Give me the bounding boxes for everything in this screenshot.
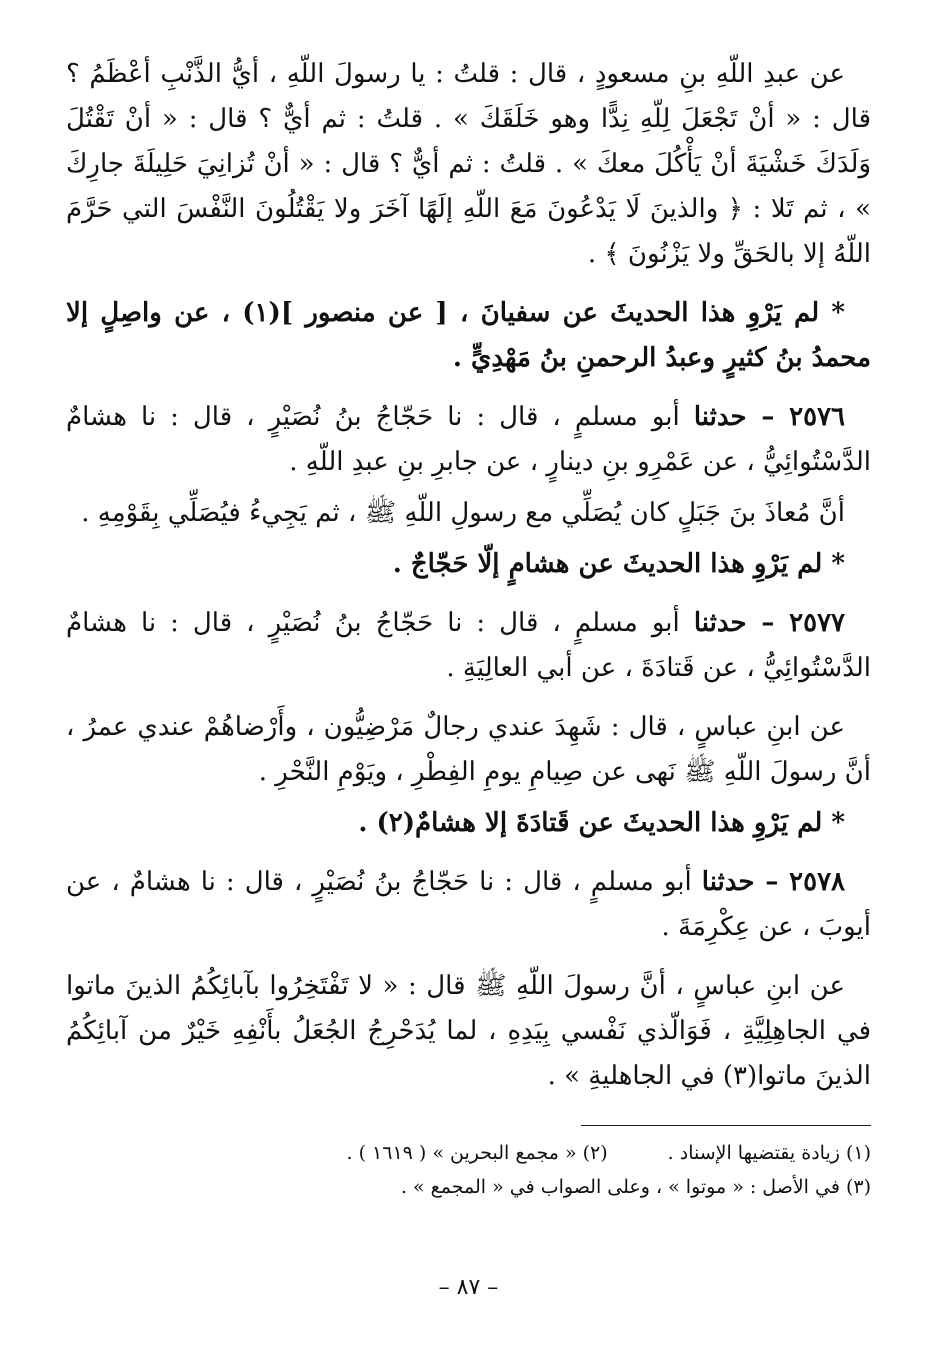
isnad-text: أبو مسلمٍ ، قال : نا حَجّاجُ بنُ نُصَيْرٍ ، قال : نا هشامٌ ، عن أيوبَ ، عن عِكْرِمَةَ .: [66, 867, 871, 942]
hadith-2577-isnad: [66, 601, 871, 691]
footnote-row: [66, 1136, 871, 1170]
comment-2577: * لم يَرْوِ هذا الحديثَ عن قَتادَةَ إلا هشامٌ(٢) .: [358, 808, 845, 838]
comment-2575: * لم يَرْوِ هذا الحديثَ عن سفيانَ ، [ عن منصور ](١) ، عن واصِلٍ إلا محمدُ بنُ كثيرٍ وعبدُ الرحمنِ بنُ مَهْدِيٍّ .: [66, 298, 871, 373]
footnotes: [66, 1125, 871, 1204]
isnad-text: أبو مسلمٍ ، قال : نا حَجّاجُ بنُ نُصَيْرٍ ، قال : نا هشامٌ الدَّسْتُوائِيُّ ، عن قَتادَةَ ، عن أبي العالِيَةِ .: [66, 608, 871, 683]
hadith-number-2576: ٢٥٧٦ – حدثنا: [693, 402, 846, 432]
hadith-2575-matn: عن عبدِ اللّهِ بنِ مسعودٍ ، قال : قلتُ : يا رسولَ اللّهِ ، أيُّ الذَّنْبِ أعْظَمُ ؟ قال : « أنْ تَجْعَلَ لِلّهِ نِدًّا وهو خَلَقَكَ » . قلتُ : ثم أيٌّ ؟ قال : « أنْ تَقْتُلَ وَلَدَكَ خَشْيَةَ أنْ يَأْكُلَ معكَ » . قلتُ : ثم أيٌّ ؟ قال : « أنْ تُزانِيَ حَلِيلَةَ جارِكَ » ، ثم تَلا : ﴿ والذينَ لَا يَدْعُونَ مَعَ اللّهِ إلَهًا آخَرَ ولا يَقْتُلُونَ النَّفْسَ التي حَرَّمَ اللّهُ إلا بالحَقِّ ولا يَزْنُونَ ﴾ .: [66, 59, 871, 269]
hadith-2578-matn: عن ابنِ عباسٍ ، أنَّ رسولَ اللّهِ ﷺ قال : « لا تَفْتَخِرُوا بآبائِكُمُ الذينَ ماتوا في الجاهِلِيَّةِ ، فَوَالّذي نَفْسي بِيَدِهِ ، لما يُدَحْرِجُ الجُعَلُ بأَنْفِهِ خَيْرٌ من آبائِكُمُ الذينَ ماتوا(٣) في الجاهليةِ » .: [66, 971, 871, 1091]
footnote-2: (٢) « مجمع البحرين » ( ١٦١٩ ) .: [346, 1142, 608, 1164]
footnote-divider: [581, 1125, 871, 1126]
footnote-3: (٣) في الأصل : « موتوا » ، وعلى الصواب في « المجمع » .: [400, 1176, 871, 1198]
hadith-2578-isnad: [66, 860, 871, 950]
hadith-number-2577: ٢٥٧٧ – حدثنا: [693, 608, 846, 638]
comment-2576: * لم يَرْوِ هذا الحديثَ عن هشامٍ إلّا حَجّاجٌ .: [392, 549, 845, 579]
isnad-text: أبو مسلمٍ ، قال : نا حَجّاجُ بنُ نُصَيْرٍ ، قال : نا هشامٌ الدَّسْتُوائِيُّ ، عن عَمْرِو بنِ دينارٍ ، عن جابرِ بنِ عبدِ اللّهِ .: [66, 402, 871, 477]
footnote-1: (١) زيادة يقتضيها الإسناد .: [667, 1142, 871, 1164]
hadith-number-2578: ٢٥٧٨ – حدثنا: [701, 867, 846, 897]
hadith-2576-matn: أنَّ مُعاذَ بنَ جَبَلٍ كان يُصَلِّي مع رسولِ اللّهِ ﷺ ، ثم يَجِيءُ فيُصَلِّي بِقَوْمِهِ .: [81, 498, 845, 528]
hadith-2576-isnad: [66, 395, 871, 485]
hadith-2577-matn: عن ابنِ عباسٍ ، قال : شَهِدَ عندي رجالٌ مَرْضِيُّون ، وأَرْضاهُمْ عندي عمرُ ، أنَّ رسولَ اللّهِ ﷺ نَهى عن صِيامِ يومِ الفِطْرِ ، ويَوْمِ النَّحْرِ .: [66, 712, 871, 787]
page-number: – ٨٧ –: [438, 1275, 499, 1300]
footnote-row: [66, 1170, 871, 1204]
